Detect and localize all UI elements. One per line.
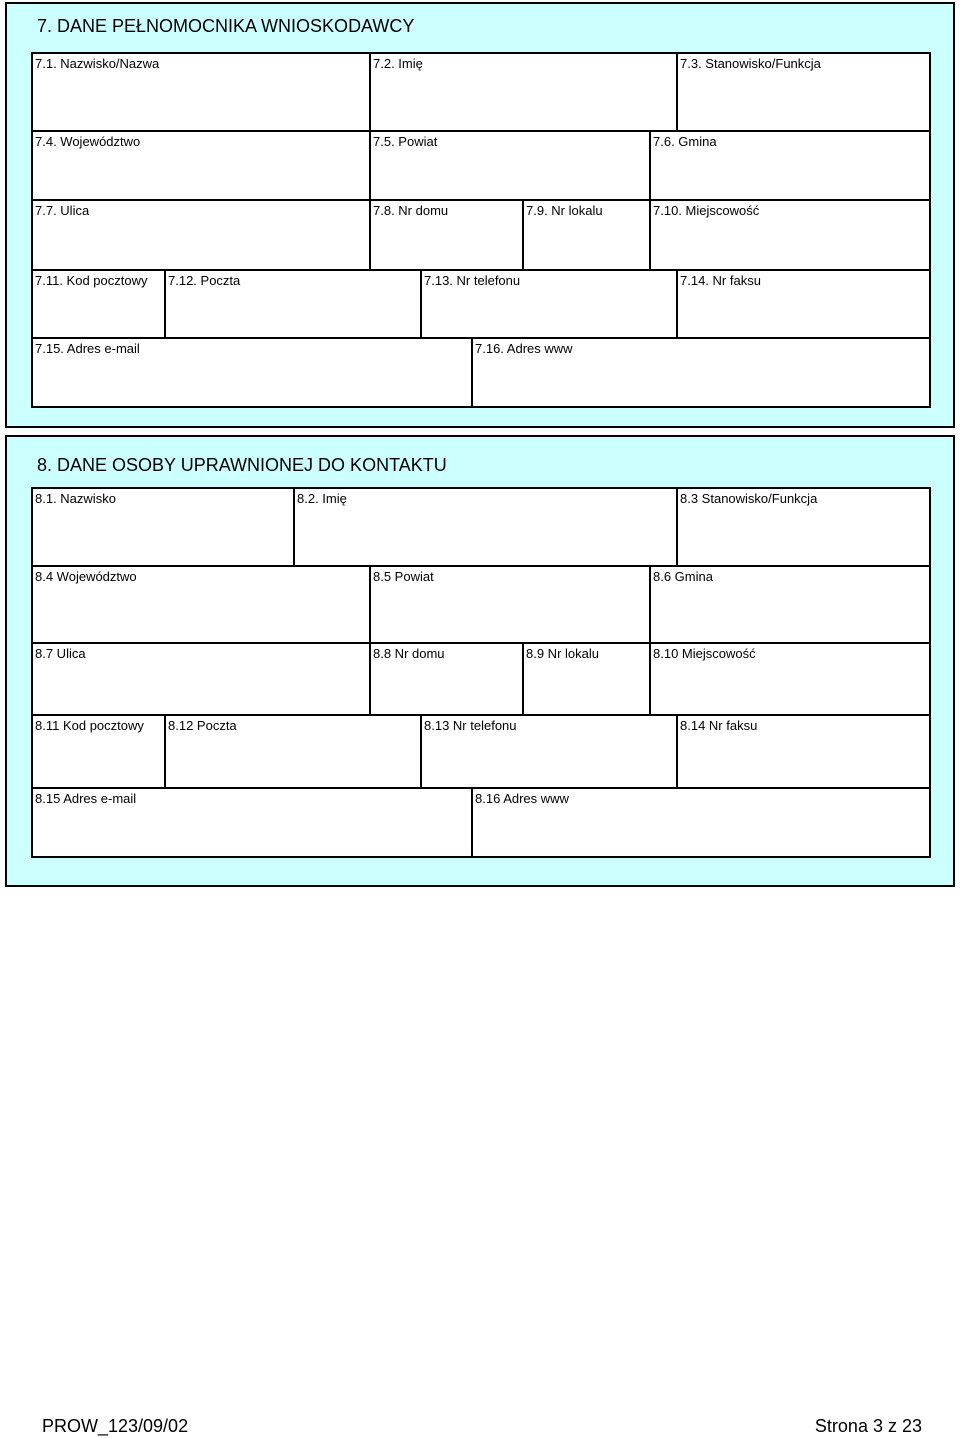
field-7-2-imie[interactable]	[369, 52, 678, 132]
field-8-11-kod-pocztowy[interactable]	[31, 714, 166, 789]
field-label: 7.12. Poczta	[168, 273, 241, 288]
field-label: 8.2. Imię	[297, 491, 347, 506]
field-7-10-miejscowosc[interactable]	[649, 199, 931, 271]
field-label: 7.2. Imię	[373, 56, 423, 71]
field-label: 7.1. Nazwisko/Nazwa	[35, 56, 160, 71]
field-8-5-powiat[interactable]	[369, 565, 651, 644]
field-label: 8.6 Gmina	[653, 569, 713, 584]
field-7-7-ulica[interactable]	[31, 199, 371, 271]
field-8-6-gmina[interactable]	[649, 565, 931, 644]
field-7-14-nr-faksu[interactable]	[676, 269, 931, 339]
field-7-3-stanowisko[interactable]	[676, 52, 931, 132]
field-8-4-wojewodztwo[interactable]	[31, 565, 371, 644]
field-label: 8.3 Stanowisko/Funkcja	[680, 491, 818, 506]
field-8-7-ulica[interactable]	[31, 642, 371, 716]
field-7-15-adres-email[interactable]	[31, 337, 473, 408]
field-7-8-nr-domu[interactable]	[369, 199, 524, 271]
field-label: 7.9. Nr lokalu	[526, 203, 603, 218]
field-label: 7.7. Ulica	[35, 203, 90, 218]
field-8-2-imie[interactable]	[293, 487, 678, 567]
field-8-12-poczta[interactable]	[164, 714, 422, 789]
form-code: PROW_123/09/02	[42, 1416, 189, 1436]
field-8-9-nr-lokalu[interactable]	[522, 642, 651, 716]
field-label: 7.3. Stanowisko/Funkcja	[680, 56, 821, 71]
field-label: 8.1. Nazwisko	[35, 491, 116, 506]
field-label: 8.9 Nr lokalu	[526, 646, 599, 661]
field-label: 8.7 Ulica	[35, 646, 86, 661]
page-number: Strona 3 z 23	[814, 1416, 922, 1436]
field-label: 8.11 Kod pocztowy	[35, 718, 144, 733]
field-label: 8.16 Adres www	[475, 791, 569, 806]
field-7-4-wojewodztwo[interactable]	[31, 130, 371, 201]
field-label: 7.4. Województwo	[35, 134, 141, 149]
field-label: 8.10 Miejscowość	[653, 646, 756, 661]
field-label: 8.12 Poczta	[168, 718, 237, 733]
field-7-12-poczta[interactable]	[164, 269, 422, 339]
field-label: 7.5. Powiat	[373, 134, 438, 149]
section-8-title: 8. DANE OSOBY UPRAWNIONEJ DO KONTAKTU	[37, 455, 447, 475]
field-8-8-nr-domu[interactable]	[369, 642, 524, 716]
field-label: 8.14 Nr faksu	[680, 718, 758, 733]
field-7-16-adres-www[interactable]	[471, 337, 931, 408]
field-label: 7.10. Miejscowość	[653, 203, 760, 218]
field-7-9-nr-lokalu[interactable]	[522, 199, 651, 271]
field-label: 7.14. Nr faksu	[680, 273, 761, 288]
field-8-14-nr-faksu[interactable]	[676, 714, 931, 789]
field-7-6-gmina[interactable]	[649, 130, 931, 201]
field-label: 7.11. Kod pocztowy	[35, 273, 148, 288]
field-label: 8.15 Adres e-mail	[35, 791, 137, 806]
field-label: 7.13. Nr telefonu	[424, 273, 521, 288]
field-7-13-nr-telefonu[interactable]	[420, 269, 678, 339]
field-label: 8.4 Województwo	[35, 569, 137, 584]
field-label: 8.13 Nr telefonu	[424, 718, 517, 733]
field-7-11-kod-pocztowy[interactable]	[31, 269, 166, 339]
field-8-1-nazwisko[interactable]	[31, 487, 295, 567]
field-label: 8.5 Powiat	[373, 569, 434, 584]
field-8-16-adres-www[interactable]	[471, 787, 931, 858]
field-label: 7.8. Nr domu	[373, 203, 449, 218]
section-7-title: 7. DANE PEŁNOMOCNIKA WNIOSKODAWCY	[37, 16, 415, 36]
field-label: 7.6. Gmina	[653, 134, 717, 149]
field-7-5-powiat[interactable]	[369, 130, 651, 201]
field-label: 8.8 Nr domu	[373, 646, 445, 661]
field-label: 7.15. Adres e-mail	[35, 341, 140, 356]
field-label: 7.16. Adres www	[475, 341, 573, 356]
field-8-3-stanowisko[interactable]	[676, 487, 931, 567]
field-8-10-miejscowosc[interactable]	[649, 642, 931, 716]
field-7-1-nazwisko[interactable]	[31, 52, 371, 132]
field-8-13-nr-telefonu[interactable]	[420, 714, 678, 789]
field-8-15-adres-email[interactable]	[31, 787, 473, 858]
